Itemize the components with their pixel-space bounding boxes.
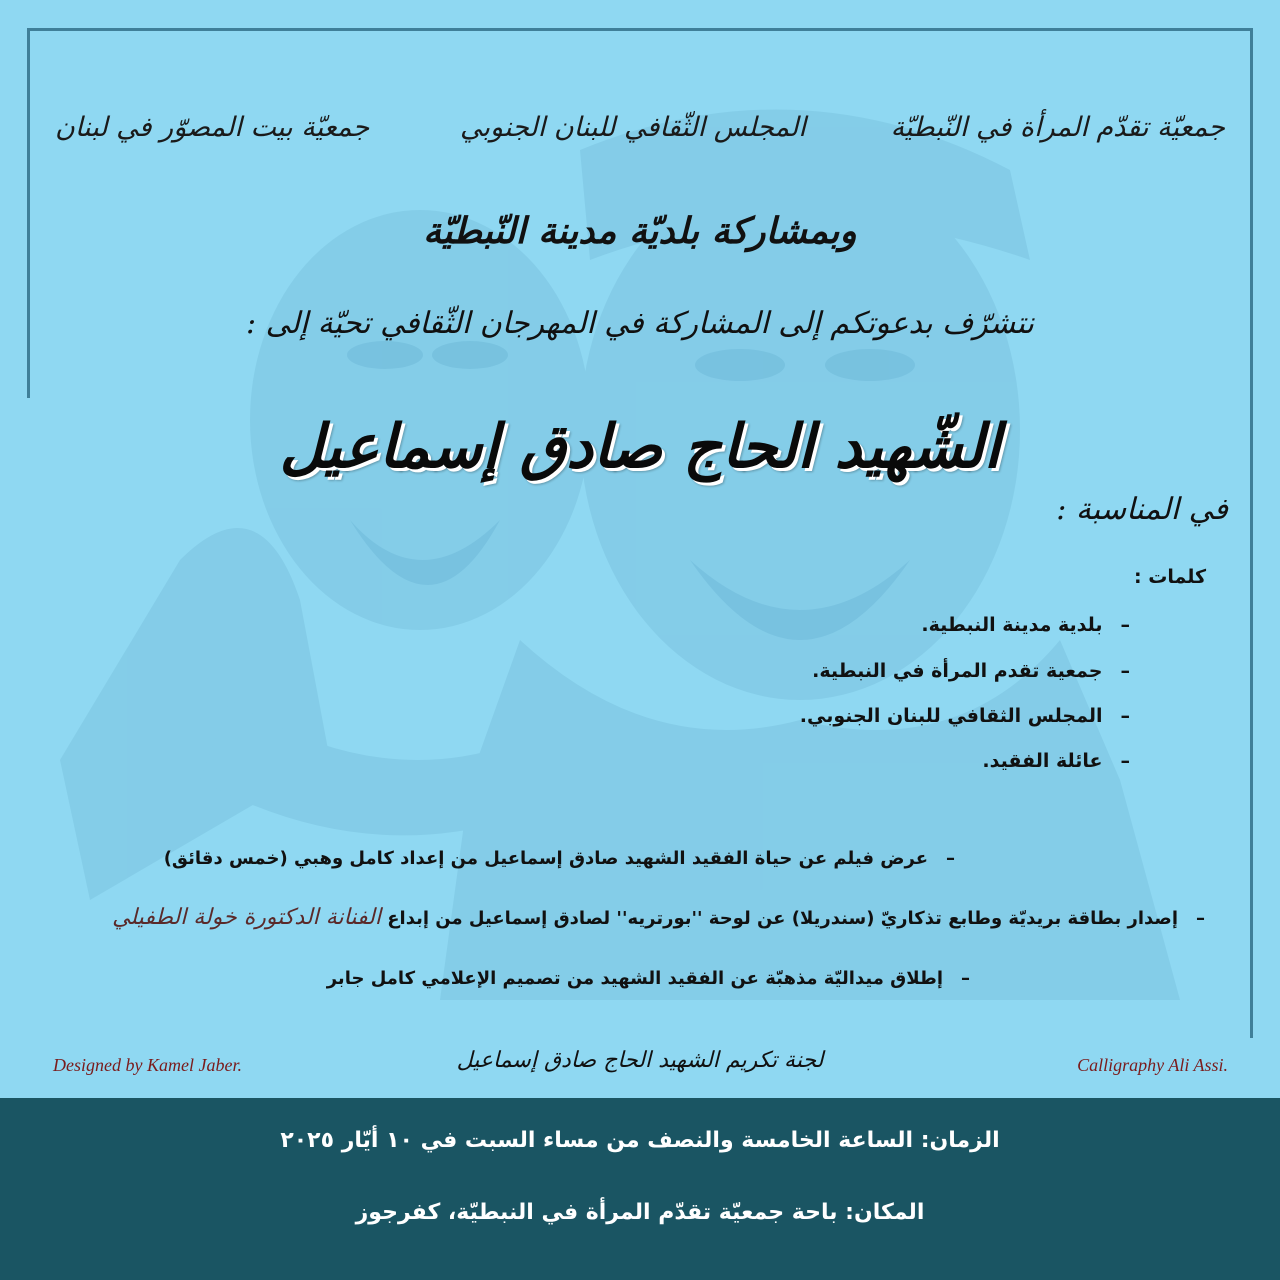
dash-mark: – <box>961 968 970 989</box>
calligraphy-credit: Calligraphy Ali Assi. <box>1077 1055 1228 1075</box>
event-item-medal: –إطلاق ميداليّة مذهبّة عن الفقيد الشهيد من تصميم الإعلامي كامل جابر <box>326 968 970 989</box>
dash-mark: – <box>1120 750 1130 772</box>
committee-signature: لجنة تكريم الشهيد الحاج صادق إسماعيل <box>456 1048 824 1073</box>
designer-credit: Designed by Kamel Jaber. <box>53 1055 242 1075</box>
dash-mark: – <box>1196 908 1205 929</box>
invitation-line: نتشرّف بدعوتكم إلى المشاركة في المهرجان الثّقافي تحيّة إلى : <box>246 306 1034 341</box>
dash-mark: – <box>1120 705 1130 727</box>
event-time: الزمان: الساعة الخامسة والنصف من مساء السبت في ١٠ أيّار ٢٠٢٥ <box>280 1128 1000 1153</box>
dash-mark: – <box>1120 660 1130 682</box>
event-place: المكان: باحة جمعيّة تقدّم المرأة في النبطيّة، كفرجوز <box>355 1200 925 1225</box>
speeches-title: كلمات : <box>1134 566 1206 588</box>
speaker-item: –بلدية مدينة النبطية. <box>921 614 1130 636</box>
org-womens-progress-association: جمعيّة تقدّم المرأة في النّبطيّة <box>890 112 1225 143</box>
speaker-item: –المجلس الثقافي للبنان الجنوبي. <box>799 705 1130 727</box>
partnership-line: وبمشاركة بلديّة مدينة النّبطيّة <box>423 210 857 252</box>
occasion-label: في المناسبة : <box>1056 492 1228 527</box>
dash-mark: – <box>1120 614 1130 636</box>
artist-name: الفنانة الدكتورة خولة الطفيلي <box>112 905 381 930</box>
event-item-postcard: –إصدار بطاقة بريديّة وطابع تذكاريّ (سندريلا) عن لوحة ''بورتريه'' لصادق إسماعيل من إبداع الفنانة الدكتورة خولة الطفيلي <box>112 905 1205 930</box>
martyr-name: الشّهيد الحاج صادق إسماعيل <box>279 412 1001 482</box>
speaker-item: –جمعية تقدم المرأة في النبطية. <box>812 660 1130 682</box>
event-item-film: –عرض فيلم عن حياة الفقيد الشهيد صادق إسماعيل من إعداد كامل وهبي (خمس دقائق) <box>163 848 955 869</box>
speaker-item: –عائلة الفقيد. <box>982 750 1130 772</box>
footer-band <box>0 1098 1280 1280</box>
dash-mark: – <box>946 848 955 869</box>
org-photographers-house-association: جمعيّة بيت المصوّر في لبنان <box>55 112 370 143</box>
org-south-lebanon-cultural-council: المجلس الثّقافي للبنان الجنوبي <box>460 112 806 143</box>
